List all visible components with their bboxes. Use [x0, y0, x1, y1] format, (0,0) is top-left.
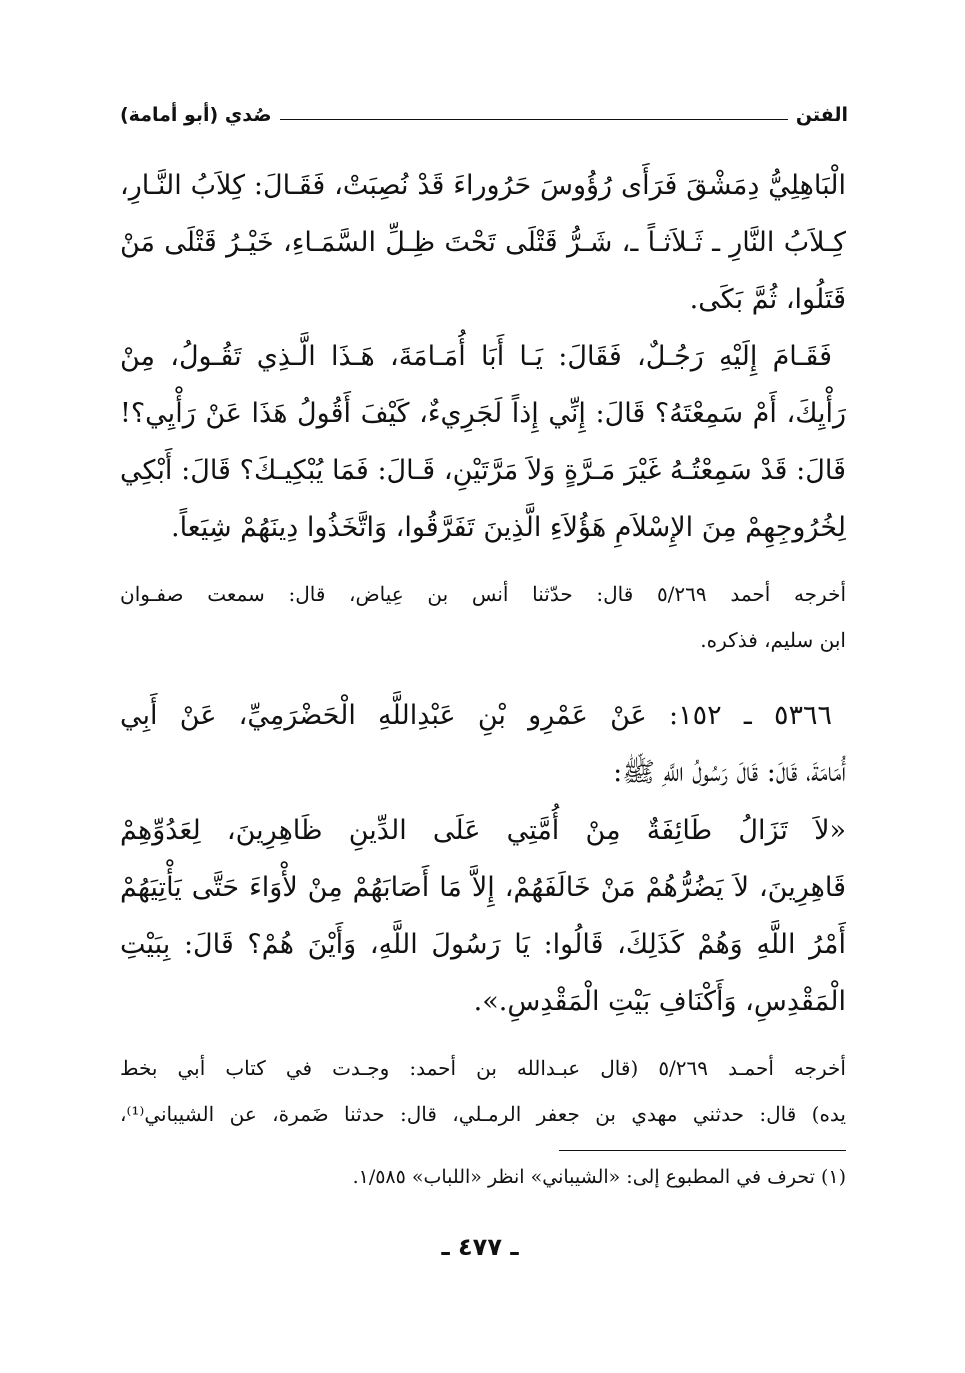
footnote-divider [559, 1150, 846, 1151]
paragraph-2 [120, 328, 846, 556]
header-title: صُدي (أبو أمامة) [120, 104, 272, 126]
text-line: فَقَـامَ إِلَيْهِ رَجُـلٌ، فَقَالَ: يَـا أَبَا أُمَـامَةَ، هَـذَا الَّـذِي تَقُـولُ، مِنْ [120, 341, 832, 372]
text-line: لِخُرُوجِهِمْ مِنَ الإِسْلاَمِ هَؤُلاَءِ الَّذِينَ تَفَرَّقُوا، وَاتَّخَذُوا دِينَهُمْ شِيَعاً. [170, 512, 846, 543]
text-line: الْمَقْدِسِ، وَأَكْنَافِ بَيْتِ الْمَقْدِسِ.». [473, 986, 846, 1017]
text-line: ٥٣٦٦ ـ ١٥٢: عَنْ عَمْرِو بْنِ عَبْدِاللَّهِ الْحَضْرَمِيِّ، عَنْ أَبِي [120, 700, 833, 731]
takhrij-note-1 [120, 571, 846, 663]
text-line: أُمَامَةَ، قَالَ: قَالَ رَسُولُ اللَّهِ ﷺ: [613, 757, 846, 788]
paragraph-1 [120, 157, 846, 328]
header-section: الفتن [795, 104, 848, 126]
note-line: ابن سليم، فذكره. [700, 628, 846, 652]
hadith-heading [120, 687, 846, 801]
page-number: ـ ٤٧٧ ـ [441, 1233, 519, 1261]
text-line: أَمْرُ اللَّهِ وَهُمْ كَذَلِكَ، قَالُوا: يَا رَسُولَ اللَّهِ، وَأَيْنَ هُمْ؟ قَالَ: بِبَيْتِ [120, 929, 846, 960]
text-line: قَاهِرِينَ، لاَ يَضُرُّهُمْ مَنْ خَالَفَهُمْ، إِلاَّ مَا أَصَابَهُمْ مِنْ لأْوَاءَ حَتَّى يَأْتِيَهُمْ [120, 872, 846, 903]
text-line: قَتَلُوا، ثُمَّ بَكَى. [689, 284, 846, 315]
text-line: «لاَ تَزَالُ طَائِفَةٌ مِنْ أُمَّتِي عَلَى الدِّينِ ظَاهِرِينَ، لِعَدُوِّهِمْ [120, 815, 846, 846]
text-line: رَأْيِكَ، أَمْ سَمِعْتَهُ؟ قَالَ: إِنِّي إِذاً لَجَرِيءٌ، كَيْفَ أَقُولُ هَذَا عَنْ رَأْيِي؟! [120, 398, 846, 429]
takhrij-note-2 [120, 1045, 846, 1137]
hadith-text [120, 802, 846, 1030]
header-rule [280, 119, 788, 120]
note-line: أخرجه أحمـد ٥/٢٦٩ (قال عبـدالله بن أحمد: وجـدت في كتاب أبي بخط [120, 1056, 846, 1080]
footnote: (١) تحرف في المطبوع إلى: «الشيباني» انظر «اللباب» ١/٥٨٥. [352, 1166, 846, 1188]
text-line: قَالَ: قَدْ سَمِعْتُـهُ غَيْرَ مَـرَّةٍ وَلاَ مَرَّتَيْنِ، قَـالَ: فَمَا يُبْكِيـكَ؟ قَالَ: أَبْكِي [120, 455, 846, 486]
text-line: كِـلاَبُ النَّارِ ـ ثَـلاَثـاً ـ، شَـرُّ قَتْلَى تَحْتَ ظِـلِّ السَّمَـاءِ، خَيْـرُ قَتْلَى مَنْ [120, 227, 846, 258]
note-line: يده) قال: حدثني مهدي بن جعفر الرمـلي، قال: حدثنا ضَمرة، عن الشيباني⁽¹⁾، [120, 1102, 846, 1126]
running-header [120, 86, 848, 126]
text-line: الْبَاهِلِيُّ دِمَشْقَ فَرَأَى رُؤُوسَ حَرُوراءَ قَدْ نُصِبَتْ، فَقَـالَ: كِلاَبُ النَّـارِ، [120, 170, 846, 201]
note-line: أخرجه أحمد ٥/٢٦٩ قال: حدّثنا أنس بن عِياض، قال: سمعت صفـوان [120, 582, 846, 606]
